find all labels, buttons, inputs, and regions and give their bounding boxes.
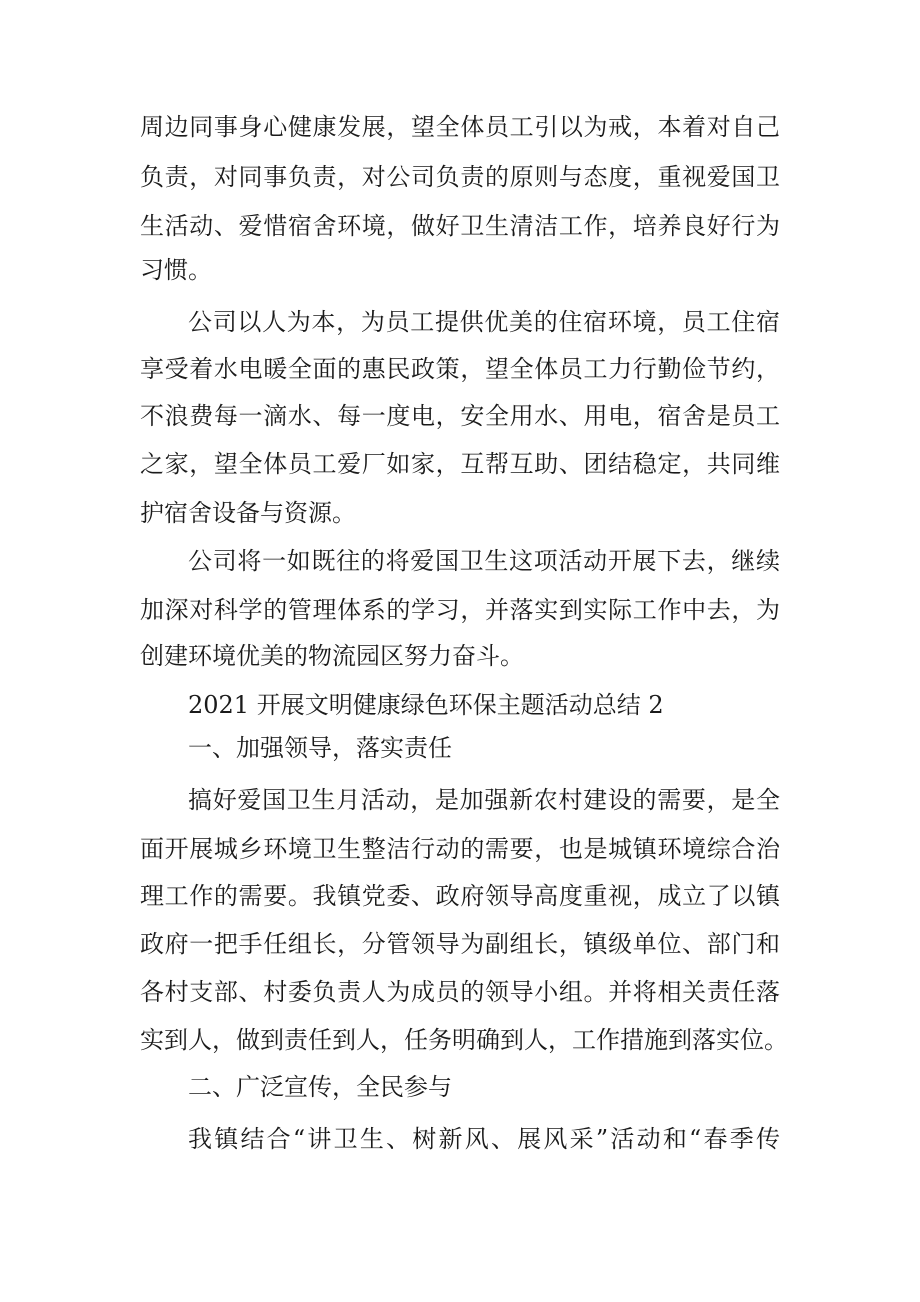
paragraph-line: 搞好爱国卫生月活动，是加强新农村建设的需要，是全 bbox=[188, 786, 780, 814]
paragraph-line: 政府一把手任组长，分管领导为副组长，镇级单位、部门和 bbox=[140, 930, 780, 958]
paragraph-line: 理工作的需要。我镇党委、政府领导高度重视，成立了以镇 bbox=[140, 882, 780, 910]
paragraph-line: 不浪费每一滴水、每一度电，安全用水、用电，宿舍是员工 bbox=[140, 402, 780, 430]
paragraph-line: 各村支部、村委负责人为成员的领导小组。并将相关责任落 bbox=[140, 978, 780, 1006]
paragraph-line: 负责，对同事负责，对公司负责的原则与态度，重视爱国卫 bbox=[140, 163, 780, 191]
paragraph-line: 加深对科学的管理体系的学习，并落实到实际工作中去，为 bbox=[140, 596, 780, 624]
paragraph-line: 周边同事身心健康发展，望全体员工引以为戒，本着对自己 bbox=[140, 113, 780, 141]
paragraph-line: 生活动、爱惜宿舍环境，做好卫生清洁工作，培养良好行为 bbox=[140, 212, 780, 240]
section-title: 2021 开展文明健康绿色环保主题活动总结 2 bbox=[188, 691, 664, 719]
paragraph-line: 公司以人为本，为员工提供优美的住宿环境，员工住宿 bbox=[188, 308, 780, 336]
paragraph-line: 享受着水电暖全面的惠民政策，望全体员工力行勤俭节约， bbox=[140, 355, 780, 383]
section-heading: 一、加强领导，落实责任 bbox=[188, 734, 452, 762]
paragraph-line: 实到人，做到责任到人，任务明确到人，工作措施到落实位。 bbox=[140, 1026, 788, 1054]
paragraph-line: 护宿舍设备与资源。 bbox=[140, 499, 356, 527]
paragraph-line: 习惯。 bbox=[140, 256, 212, 284]
paragraph-line: 之家，望全体员工爱厂如家，互帮互助、团结稳定，共同维 bbox=[140, 450, 780, 478]
paragraph-line: 我镇结合“讲卫生、树新风、展风采”活动和“春季传 bbox=[188, 1125, 780, 1153]
paragraph-line: 面开展城乡环境卫生整洁行动的需要，也是城镇环境综合治 bbox=[140, 835, 780, 863]
paragraph-line: 创建环境优美的物流园区努力奋斗。 bbox=[140, 642, 524, 670]
paragraph-line: 公司将一如既往的将爱国卫生这项活动开展下去，继续 bbox=[188, 547, 780, 575]
section-heading: 二、广泛宣传，全民参与 bbox=[188, 1073, 452, 1101]
